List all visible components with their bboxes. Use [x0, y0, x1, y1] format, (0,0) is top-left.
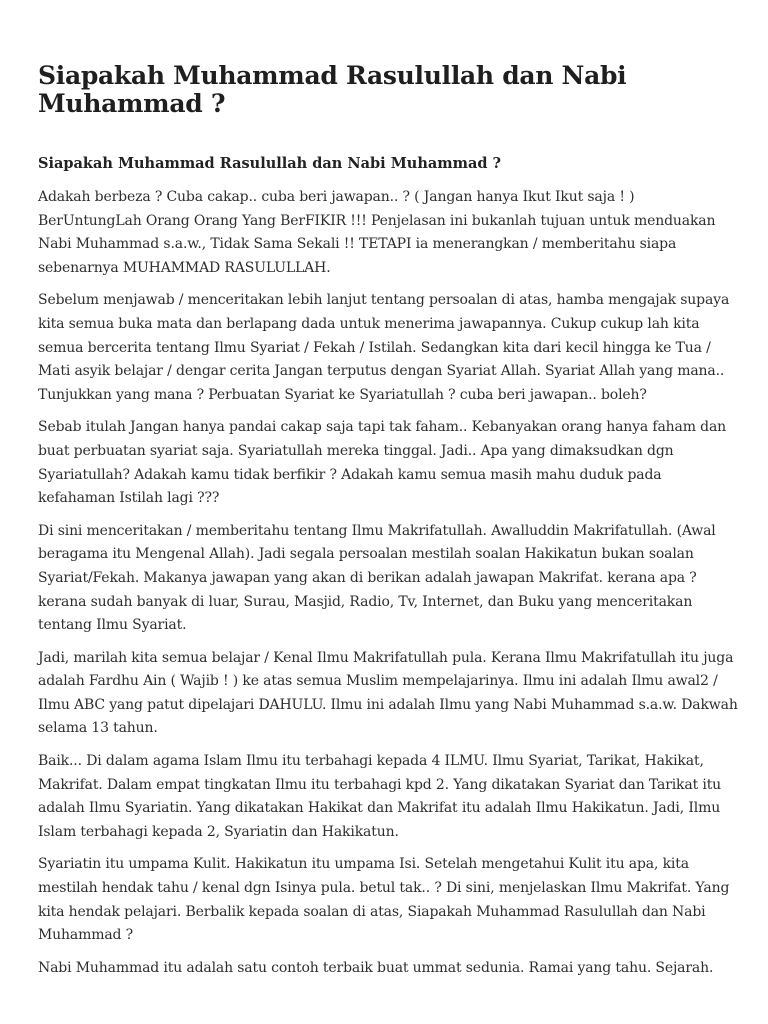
paragraph-6: Baik... Di dalam agama Islam Ilmu itu terbahagi kepada 4 ILMU. Ilmu Syariat, Tarikat, Hakikat, Makrifat. Dalam empat tingkatan Ilmu itu terbahagi kpd 2. Yang dikatakan Syariat dan Tarikat itu adalah Ilmu Syariatin. Yang dikatakan Hakikat dan Makrifat itu adalah Ilmu Hakikatun. Jadi, Ilmu Islam terbahagi kepada 2, Syariatin dan Hakikatun.: [38, 753, 722, 840]
paragraph-7: Syariatin itu umpama Kulit. Hakikatun itu umpama Isi. Setelah mengetahui Kulit itu apa, kita mestilah hendak tahu / kenal dgn Isinya pula. betul tak.. ? Di sini, menjelaskan Ilmu Makrifat. Yang kita hendak pelajari. Berbalik kepada soalan di atas, Siapakah Muhammad Rasulullah dan Nabi Muhammad ?: [38, 856, 730, 944]
paragraph-2: Sebelum menjawab / menceritakan lebih lanjut tentang persoalan di atas, hamba mengajak supaya kita semua buka mata dan berlapang dada untuk menerima jawapannya. Cukup cukup lah kita semua bercerita tentang Ilmu Syariat / Fekah / Istilah. Sedangkan kita dari kecil hingga ke Tua / Mati asyik belajar / dengar cerita Jangan terputus dengan Syariat Allah. Syariat Allah yang mana.. Tunjukkan yang mana ? Perbuatan Syariat ke Syariatullah ? cuba beri jawapan.. boleh?: [38, 292, 730, 403]
paragraph-1: Adakah berbeza ? Cuba cakap.. cuba beri jawapan.. ? ( Jangan hanya Ikut Ikut saja ! ) BerUntungLah Orang Orang Yang BerFIKIR !!! Penjelasan ini bukanlah tujuan untuk menduakan Nabi Muhammad s.a.w., Tidak Sama Sekali !! TETAPI ia menerangkan / memberitahu siapa sebenarnya MUHAMMAD RASULULLAH.: [38, 189, 716, 276]
paragraph-8: Nabi Muhammad itu adalah satu contoh terbaik buat ummat sedunia. Ramai yang tahu. Sejarah.: [38, 959, 714, 976]
article-title: Siapakah Muhammad Rasulullah dan Nabi Muhammad ?: [38, 61, 627, 118]
article: [38, 0, 738, 980]
article-subtitle: Siapakah Muhammad Rasulullah dan Nabi Muhammad ?: [38, 155, 502, 172]
paragraph-3: Sebab itulah Jangan hanya pandai cakap saja tapi tak faham.. Kebanyakan orang hanya faham dan buat perbuatan syariat saja. Syariatullah mereka tinggal. Jadi.. Apa yang dimaksudkan dgn Syariatullah? Adakah kamu tidak berfikir ? Adakah kamu semua masih mahu duduk pada kefahaman Istilah lagi ???: [38, 419, 727, 507]
paragraph-5: Jadi, marilah kita semua belajar / Kenal Ilmu Makrifatullah pula. Kerana Ilmu Makrifatullah itu juga adalah Fardhu Ain ( Wajib ! ) ke atas semua Muslim mempelajarinya. Ilmu ini adalah Ilmu awal2 / Ilmu ABC yang patut dipelajari DAHULU. Ilmu ini adalah Ilmu yang Nabi Muhammad s.a.w. Dakwah selama 13 tahun.: [38, 649, 738, 737]
paragraph-4: Di sini menceritakan / memberitahu tentang Ilmu Makrifatullah. Awalluddin Makrifatullah. (Awal beragama itu Mengenal Allah). Jadi segala persoalan mestilah soalan Hakikatun bukan soalan Syariat/Fekah. Makanya jawapan yang akan di berikan adalah jawapan Makrifat. kerana apa ? kerana sudah banyak di luar, Surau, Masjid, Radio, Tv, Internet, dan Buku yang menceritakan tentang Ilmu Syariat.: [38, 522, 716, 634]
